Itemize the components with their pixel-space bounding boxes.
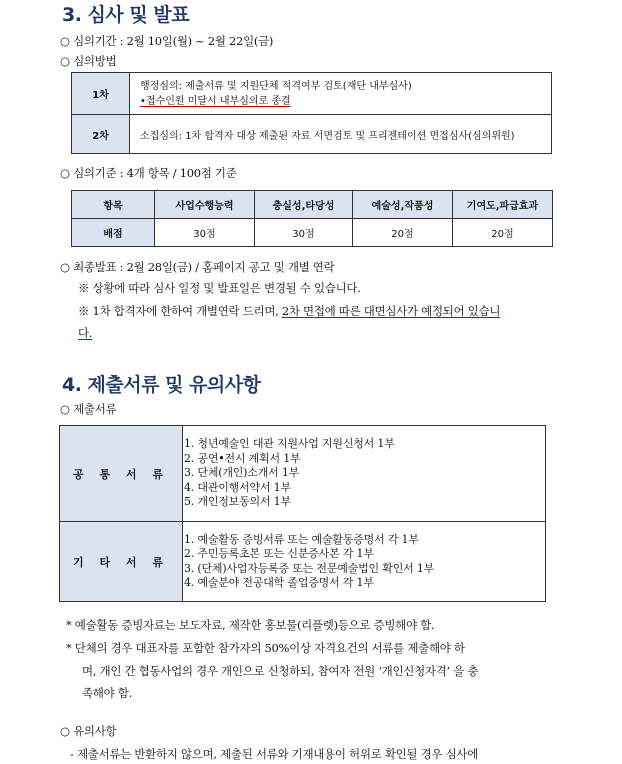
common-documents-row [60,426,546,522]
criteria-item-name: 기여도,파급효과 [453,191,553,219]
list-item: 1. 청년예술인 대관 지원사업 지원신청서 1부 [184,437,395,451]
list-item: 4. 대관이행서약서 1부 [184,480,291,494]
group-requirement-note-line-3: 족해야 함. [82,686,132,700]
stage-row [72,73,552,115]
stage-1-line-2: •접수인원 미달시 내부심의로 종결 [140,95,291,107]
criteria-item-score: 30점 [255,219,353,247]
criteria-item-name: 충실성,타당성 [255,191,353,219]
common-documents-label: 공 통 서 류 [60,426,183,522]
criteria-item-name: 사업수행능력 [155,191,255,219]
interview-note [78,303,500,319]
criteria-header-row [72,191,553,219]
stage-label: 2차 [72,115,130,154]
section-4-heading: 4. 제출서류 및 유의사항 [62,374,261,396]
group-requirement-note-line-2: 며, 개인 간 협동사업의 경우 개인으로 신청하되, 참여자 전원 ‘개인신청자격’ 을 충 [82,664,479,678]
final-announcement: ○ 최종발표 : 2월 28일(금) / 홈페이지 공고 및 개별 연락 [60,260,335,274]
interview-note-prefix: ※ 1차 합격자에 한하여 개별연락 드리며, [78,304,282,318]
criteria-title: ○ 심의기준 : 4개 항목 / 100점 기준 [60,166,237,180]
other-documents-row [60,522,546,602]
list-item: 4. 예술분야 전공대학 졸업증명서 각 1부 [184,576,374,589]
list-item: 5. 개인정보동의서 1부 [184,495,291,509]
precaution-item: - 제출서류는 반환하지 않으며, 제출된 서류와 기재내용이 허위로 확인될 경우 심사에 [70,747,478,761]
criteria-table [71,190,553,247]
stage-description [130,73,552,115]
section-3-heading: 3. 심사 및 발표 [62,4,190,26]
stage-1-line-1: 행정심의: 제출서류 및 지원단체 적격여부 검토(재단 내부심사) [140,80,412,92]
stage-label: 1차 [72,73,130,115]
list-item: 2. 주민등록초본 또는 신분증사본 각 1부 [184,547,374,560]
criteria-row-label: 배점 [72,219,155,247]
list-item: 1. 예술활동 증빙서류 또는 예술활동증명서 각 1부 [184,532,419,546]
precautions-title: ○ 유의사항 [60,724,117,738]
criteria-item-score: 20점 [353,219,453,247]
interview-note-continuation: 다. [78,326,93,340]
schedule-change-note: ※ 상황에 따라 심사 일정 및 발표일은 변경될 수 있습니다. [78,281,361,295]
review-period: ○ 심의기간 : 2월 10일(월) ~ 2월 22일(금) [60,34,274,48]
review-method-table [71,72,552,154]
documents-title: ○ 제출서류 [60,402,117,416]
interview-note-underlined: 2차 면접에 따른 대면심사가 예정되어 있습니 [281,304,501,318]
criteria-item-score: 20점 [453,219,553,247]
list-item: 3. 단체(개인)소개서 1부 [184,466,300,480]
list-item: 3. (단체)사업자등록증 또는 전문예술법인 확인서 1부 [184,561,435,575]
group-requirement-note-line-1: * 단체의 경우 대표자를 포함한 참가자의 50%이상 자격요건의 서류를 제출해야 하 [66,641,465,655]
list-item: 2. 공연•전시 계획서 1부 [184,451,301,465]
criteria-item-score: 30점 [155,219,255,247]
stage-row [72,115,552,154]
proof-materials-note: * 예술활동 증빙자료는 보도자료, 제작한 홍보물(리플렛)등으로 증빙해야 함. [66,618,435,632]
criteria-score-row [72,219,553,247]
review-method-title: ○ 심의방법 [60,54,117,68]
common-documents-list [183,426,546,522]
criteria-header-label: 항목 [72,191,155,219]
stage-description: 소집심의: 1차 합격자 대상 제출된 자료 서면검토 및 프리젠테이션 면접심사(심의위원) [130,115,552,154]
documents-table [59,425,546,602]
criteria-item-name: 예술성,작품성 [353,191,453,219]
other-documents-label: 기 타 서 류 [60,522,183,602]
other-documents-list [183,522,546,602]
